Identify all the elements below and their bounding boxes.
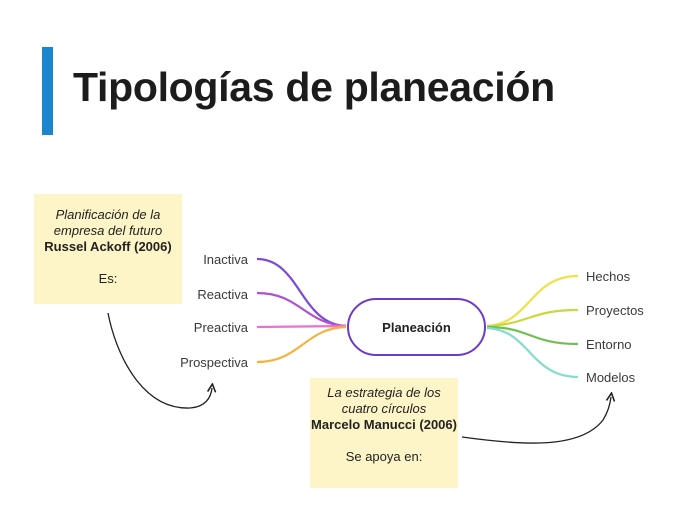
page-title: Tipologías de planeación [73,64,555,110]
note-manucci [310,378,458,488]
branch-reactiva-line [257,293,346,326]
note-ackoff-author: Russel Ackoff (2006) [44,239,172,254]
note-ackoff-work: Planificación de la empresa del futuro [53,207,163,238]
note-ackoff-connector: Es: [98,271,118,286]
note-manucci-author: Marcelo Manucci (2006) [311,417,457,432]
note-manucci-work: La estrategia de los cuatro círculos [327,385,441,416]
branch-prospectiva-line [257,327,346,362]
branch-label-proyectos: Proyectos [586,303,644,318]
branch-hechos-line [487,276,578,326]
branch-preactiva-line [257,326,346,327]
branch-label-reactiva: Reactiva [197,287,248,302]
branch-inactiva-line [257,259,346,326]
center-node-planeacion: Planeación [347,298,486,356]
branch-label-entorno: Entorno [586,337,632,352]
branch-label-hechos: Hechos [586,269,631,284]
branch-label-inactiva: Inactiva [203,252,248,267]
branch-label-prospectiva: Prospectiva [180,355,248,370]
note-manucci-connector: Se apoya en: [345,449,423,464]
arrow-right-note [462,397,611,443]
branch-label-modelos: Modelos [586,370,636,385]
branch-label-preactiva: Preactiva [193,320,248,335]
